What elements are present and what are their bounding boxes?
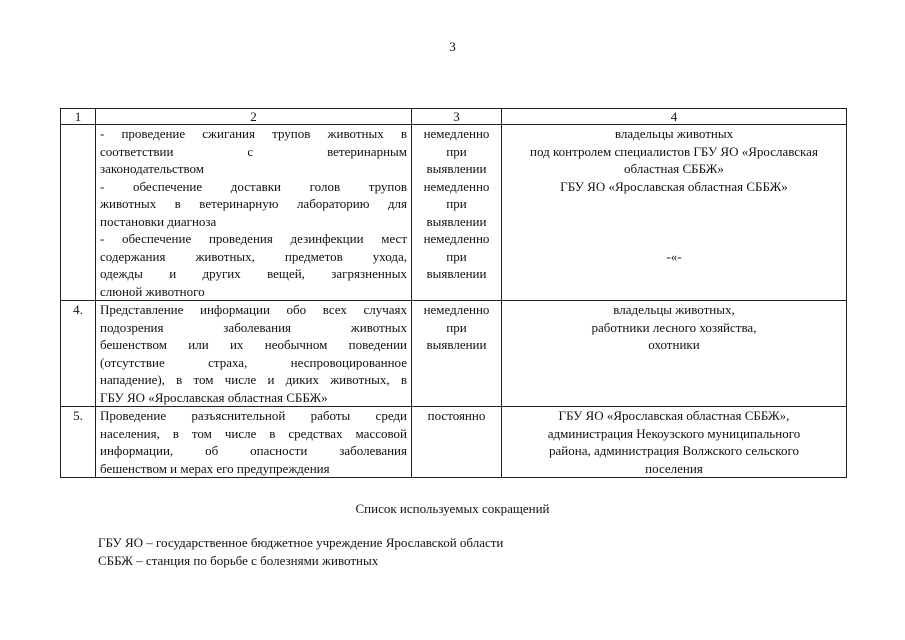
column-header-2: 2 xyxy=(96,109,412,125)
action-line: нападение), в том числе и диких животных, в xyxy=(100,372,407,387)
table-row-continuation xyxy=(61,125,847,301)
responsible-line: областная СББЖ» xyxy=(624,161,724,176)
term-line: немедленно xyxy=(423,231,490,246)
term-line: выявлении xyxy=(426,161,487,176)
action-line: (отсутствие страха, неспровоцированное xyxy=(100,354,407,370)
action-line: законодательством xyxy=(100,161,205,176)
responsible-line: владельцы животных, xyxy=(613,302,735,317)
action-line: - проведение сжигания трупов животных в xyxy=(100,126,407,141)
term-cell xyxy=(412,125,502,301)
action-line: ГБУ ЯО «Ярославская областная СББЖ» xyxy=(100,389,328,405)
term-line: немедленно xyxy=(423,178,490,194)
table-header-row xyxy=(61,109,847,125)
row-number: 5. xyxy=(61,407,96,478)
term-line: немедленно xyxy=(423,302,490,317)
action-line: одежды и других вещей, загрязненных xyxy=(100,266,407,281)
responsible-line: администрация Некоузского муниципального xyxy=(547,425,801,441)
column-header-1: 1 xyxy=(61,109,96,125)
term-line: выявлении xyxy=(426,337,487,352)
responsible-cell xyxy=(502,407,847,478)
measures-table xyxy=(60,108,847,478)
responsible-cell xyxy=(502,125,847,301)
responsible-line xyxy=(506,230,842,248)
action-line: бешенством или их необычном поведении xyxy=(100,337,407,352)
page-number: 3 xyxy=(449,39,456,54)
responsible-line: работники лесного хозяйства, xyxy=(591,319,757,335)
action-line: - обеспечение доставки голов трупов xyxy=(100,178,407,194)
action-line: Представление информации обо всех случаях xyxy=(100,302,407,317)
column-header-3: 3 xyxy=(412,109,502,125)
action-line: соответствии с ветеринарным xyxy=(100,143,407,159)
column-header-4: 4 xyxy=(502,109,847,125)
action-line: бешенством и мерах его предупреждения xyxy=(100,460,330,476)
action-line: информации, об опасности заболевания xyxy=(100,443,407,458)
row-number: 4. xyxy=(61,301,96,407)
responsible-line xyxy=(506,213,842,231)
action-line: постановки диагноза xyxy=(100,213,217,229)
responsible-line: района, администрация Волжского сельского xyxy=(549,443,799,458)
responsible-line: ГБУ ЯО «Ярославская областная СББЖ», xyxy=(558,408,790,423)
abbreviations-title: Список используемых сокращений xyxy=(355,501,550,516)
term-line: при xyxy=(446,248,467,264)
responsible-line xyxy=(506,195,842,213)
term-line: выявлении xyxy=(426,266,487,281)
action-cell xyxy=(96,407,412,478)
abbreviation-item: СББЖ – станция по борьбе с болезнями животных xyxy=(98,552,379,568)
action-line: содержания животных, предметов ухода, xyxy=(100,248,407,264)
responsible-line: поселения xyxy=(645,460,703,476)
responsible-cell xyxy=(502,301,847,407)
action-cell xyxy=(96,301,412,407)
action-line: населения, в том числе в средствах массовой xyxy=(100,425,407,441)
action-line: подозрения заболевания животных xyxy=(100,319,407,335)
term-line: при xyxy=(446,196,467,211)
action-line: слюной животного xyxy=(100,283,205,299)
responsible-line: охотники xyxy=(648,337,700,352)
table-row-5 xyxy=(61,407,847,478)
responsible-line: владельцы животных xyxy=(614,126,734,141)
responsible-line: под контролем специалистов ГБУ ЯО «Ярославская xyxy=(530,143,818,159)
responsible-line: -«- xyxy=(666,248,682,264)
action-line: - обеспечение проведения дезинфекции мест xyxy=(100,231,407,246)
abbreviations-list xyxy=(98,534,798,569)
term-line: при xyxy=(446,319,467,335)
term-line: немедленно xyxy=(423,126,490,141)
action-line: Проведение разъяснительной работы среди xyxy=(100,408,407,423)
term-cell xyxy=(412,301,502,407)
term-line: выявлении xyxy=(426,213,487,229)
action-line: животных в ветеринарную лабораторию для xyxy=(100,196,407,211)
responsible-line: ГБУ ЯО «Ярославская областная СББЖ» xyxy=(560,178,788,194)
abbreviation-item: ГБУ ЯО – государственное бюджетное учреждение Ярославской области xyxy=(98,535,504,550)
action-cell xyxy=(96,125,412,301)
term-line: постоянно xyxy=(427,408,486,423)
term-cell xyxy=(412,407,502,478)
row-number xyxy=(61,125,96,301)
term-line: при xyxy=(446,143,467,159)
table-row-4 xyxy=(61,301,847,407)
